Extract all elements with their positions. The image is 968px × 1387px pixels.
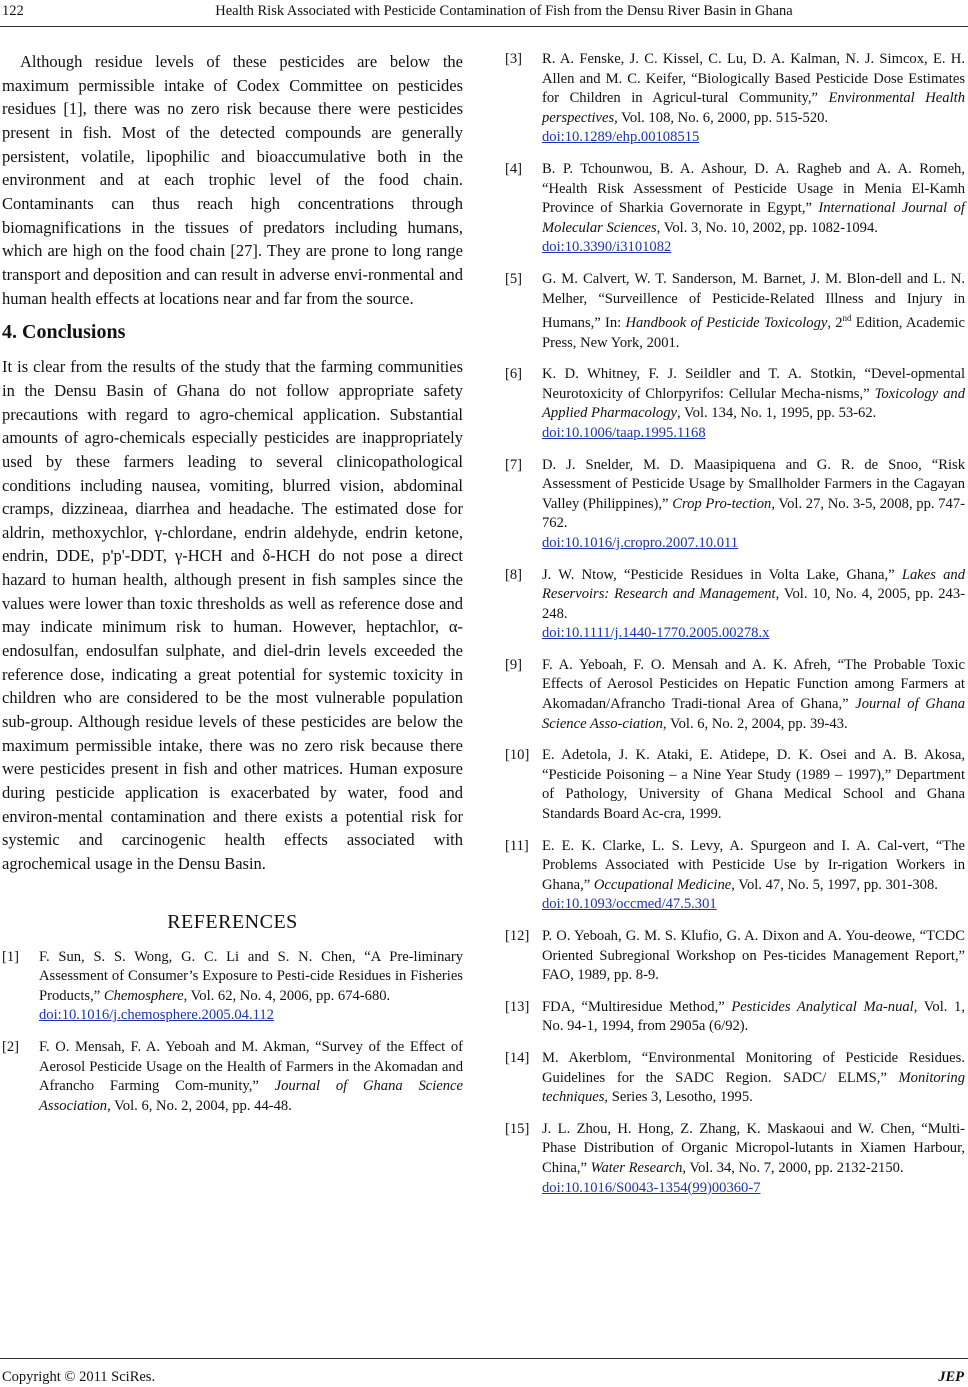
reference-text: [542, 746, 965, 824]
conclusions-text: It is clear from the results of the study that the farming communities in the Densu Basin of Ghana do not follow appropriate safety precautions with regard to agro-chemical application. Substantial amounts of agro-chemicals especially pesticides are inappropriately used by these farmers leading to several clinicopathological conditions including nausea, vomiting, blurred vision, abdominal cramps, dizzineaa, diarrhea and headache. The estimated dose for aldrin, methoxychlor, γ-chlordane, endrin aldehyde, endrin ketone, endrin, DDE, p'p'-DDT, γ-HCH and δ-HCH do not pose a direct hazard to human health, although present in fish samples since the values were lower than toxic thresholds as well as reference dose and may indicate minimum risk to human. However, heptachlor, α-endosulfan, endosulfan sulphate, and diel-drin levels exceeded the reference dose, indicating a great potential for systemic toxicity in children who are considered to be the most vulnerable population sub-group. Although residue levels of these pesticides are below the maximum permissible intake, there was no zero risk because there were pesticides present in fish and other matrices. Human exposure during pesticide application is exacerbated by water, food and environ-mental contamination and there exists a potential risk for systemic and carcinogenic health effects associated with agrochemical usage in the Densu Basin.: [2, 357, 463, 873]
reference-body: J. W. Ntow, “Pesticide Residues in Volta Lake, Ghana,”: [542, 566, 902, 583]
reference-item: [2, 948, 463, 1026]
references-heading: REFERENCES: [167, 910, 298, 933]
running-title: Health Risk Associated with Pesticide Contamination of Fish from the Densu River Basin in Ghana: [215, 3, 793, 19]
reference-text: [542, 656, 965, 734]
reference-number: [9]: [505, 656, 523, 673]
reference-body: G. M. Calvert, W. T. Sanderson, M. Barnet, J. M. Blon-dell and L. N. Melher, “Surveillence of Pesticide-Related Illness and Injury in Humans,” In:: [542, 270, 965, 331]
reference-item: [505, 456, 965, 554]
reference-number: [3]: [505, 51, 523, 67]
reference-body: F. A. Yeboah, F. O. Mensah and A. K. Afreh, “The Probable Toxic Effects of Aerosol Pesticides on Hepatic Function among Farmers at Akomadan/Afrancho Tradi-tional Area of Ghana,”: [542, 656, 965, 713]
reference-number: [5]: [505, 270, 523, 287]
doi-link[interactable]: doi:10.1289/ehp.00108515: [542, 129, 700, 146]
reference-body: P. O. Yeboah, G. M. S. Klufio, G. A. Dixon and A. You-deowe, “TCDC Oriented Subregional Workshop on Pes-ticides Management Report,” FAO, 1989, pp. 8-9.: [542, 928, 965, 984]
reference-number: [11]: [505, 837, 529, 854]
reference-details: , Vol. 134, No. 1, 1995, pp. 53-62.: [676, 405, 877, 422]
reference-number: [12]: [505, 928, 530, 945]
right-column: [505, 50, 965, 1210]
reference-text: [542, 1120, 965, 1198]
reference-number: [6]: [505, 366, 523, 383]
reference-details: , Vol. 1, No. 94-1, 1994, from 2905a (6/92).: [542, 998, 965, 1035]
intro-paragraph: Although residue levels of these pesticides are below the maximum permissible intake of Codex Committee on pesticides residues [1], there was no zero risk because there were pesticides present in fish. Most of the detected compounds are generally persistent, volatile, lipophilic and bioaccumulative both in the environment and at each trophic level of the food chain. Contaminants can thus reach high concentrations through biomagnifications in the tissues of predators including humans, which are high on the food chain [27]. They are prone to long range transport and deposition and can result in adverse envi-ronmental and human health effects at locations near and far from the source.: [2, 52, 463, 308]
reference-item: [505, 837, 965, 915]
reference-superscript: nd: [842, 313, 852, 324]
reference-journal: Pesticides Analytical Ma-nual: [731, 998, 914, 1015]
reference-item: [505, 566, 965, 644]
reference-body: K. D. Whitney, F. J. Seildler and T. A. Stotkin, “Devel-opmental Neurotoxicity of Chlorpyrifos: Cellular Mecha-nisms,”: [542, 366, 965, 402]
reference-list-left: [2, 948, 463, 1117]
reference-list-right: [505, 50, 965, 1198]
reference-number: [4]: [505, 160, 523, 177]
journal-abbrev: JEP: [938, 1369, 964, 1385]
reference-journal: Environmental Health perspectives: [542, 90, 965, 126]
reference-journal: Monitoring techniques: [542, 1069, 965, 1106]
reference-details-cont: Edition, Academic Press, New York, 2001.: [542, 314, 965, 351]
reference-details: , Vol. 27, No. 3-5, 2008, pp. 747-762.: [542, 495, 965, 532]
reference-item: [505, 1049, 965, 1108]
reference-body: FDA, “Multiresidue Method,”: [542, 998, 732, 1015]
reference-journal: Chemosphere: [103, 987, 184, 1004]
reference-item: [505, 160, 965, 258]
conclusions-heading: 4. Conclusions: [2, 321, 126, 344]
reference-body: D. J. Snelder, M. D. Maasipiquena and G. R. de Snoo, “Risk Assessment of Pesticide Usage by Smallholder Farmers in the Cagayan Valley (Philippines),”: [542, 456, 965, 512]
reference-body: F. Sun, S. S. Wong, G. C. Li and S. N. Chen, “A Pre-liminary Assessment of Consumer’s Exposure to Pesti-cide Residues in Fisheries Products,”: [39, 948, 463, 1004]
reference-number: [13]: [505, 998, 530, 1015]
reference-journal: Journal of Ghana Science Asso-ciation: [542, 696, 965, 732]
reference-number: [14]: [505, 1049, 530, 1066]
doi-link[interactable]: doi:10.1016/j.chemosphere.2005.04.112: [39, 1007, 274, 1024]
reference-body: E. Adetola, J. K. Ataki, E. Atidepe, D. K. Osei and A. B. Akosa, “Pesticide Poisoning – a Nine Year Study (1989 – 1997),” Department of Pathology, University of Ghana Medical School and Ghana Standards Board Ac-cra, 1999.: [542, 747, 965, 823]
reference-journal: International Journal of Molecular Sciences: [542, 200, 965, 236]
page-header: [0, 0, 968, 27]
reference-text: [542, 365, 965, 443]
reference-text: [542, 927, 965, 986]
reference-body: B. P. Tchounwou, B. A. Ashour, D. A. Ragheb and A. A. Romeh, “Health Risk Assessment of Pesticide Usage in Menia El-Kamh Province of Sharkia Governorate in Egypt,”: [542, 160, 965, 217]
reference-details: , Vol. 10, No. 4, 2005, pp. 243-248.: [542, 586, 965, 622]
page-footer: [0, 1358, 968, 1387]
reference-journal: Lakes and Reservoirs: Research and Management: [542, 566, 965, 603]
reference-text: [542, 456, 965, 554]
reference-item: [2, 1038, 463, 1116]
reference-details: , Vol. 108, No. 6, 2000, pp. 515-520.: [614, 109, 829, 126]
reference-text: [542, 270, 965, 353]
reference-body: J. L. Zhou, H. Hong, Z. Zhang, K. Maskaoui and W. Chen, “Multi-Phase Distribution of Organic Micropol-lutants in Xiamen Harbour, China,”: [542, 1120, 965, 1176]
reference-journal: Occupational Medicine: [593, 876, 732, 893]
reference-text: [542, 160, 965, 258]
reference-item: [505, 365, 965, 443]
reference-text: [542, 50, 965, 148]
reference-journal: Journal of Ghana Science Association: [39, 1078, 464, 1114]
reference-text: [39, 948, 463, 1026]
reference-body: F. O. Mensah, F. A. Yeboah and M. Akman, “Survey of the Effect of Aerosol Pesticide Usage on the Health of Farmers in the Akomadan and Afrancho Farming Com-munity,”: [39, 1039, 463, 1095]
doi-link[interactable]: doi:10.1093/occmed/47.5.301: [542, 896, 717, 913]
doi-link[interactable]: doi:10.1016/j.cropro.2007.10.011: [542, 534, 739, 551]
reference-journal: Crop Pro-tection: [672, 495, 772, 512]
reference-item: [505, 927, 965, 986]
copyright: Copyright © 2011 SciRes.: [2, 1369, 156, 1385]
reference-item: [505, 270, 965, 353]
doi-link[interactable]: doi:10.1006/taap.1995.1168: [542, 424, 706, 441]
reference-text: [542, 998, 965, 1037]
reference-details: , Vol. 34, No. 7, 2000, pp. 2132-2150.: [682, 1159, 904, 1176]
reference-journal: Water Research: [590, 1159, 683, 1176]
reference-journal: Toxicology and Applied Pharmacology: [542, 385, 966, 422]
reference-body: R. A. Fenske, J. C. Kissel, C. Lu, D. A. Kalman, N. J. Simcox, E. H. Allen and M. C. Keifer, “Biologically Based Pesticide Dose Estimates for Children in Agricul-tural Community,”: [542, 51, 965, 107]
reference-item: [505, 1120, 965, 1198]
reference-item: [505, 50, 965, 148]
reference-details: , 2: [827, 314, 843, 331]
reference-number: [10]: [505, 747, 530, 764]
reference-text: [542, 837, 965, 915]
reference-details: , Vol. 6, No. 2, 2004, pp. 44-48.: [107, 1097, 292, 1114]
reference-details: , Vol. 62, No. 4, 2006, pp. 674-680.: [183, 987, 391, 1004]
doi-link[interactable]: doi:10.1016/S0043-1354(99)00360-7: [542, 1179, 761, 1196]
reference-body: M. Akerblom, “Environmental Monitoring of Pesticide Residues. Guidelines for the SADC Region. SADC/ ELMS,”: [542, 1049, 965, 1086]
reference-number: [15]: [505, 1120, 530, 1137]
reference-number: [2]: [2, 1039, 20, 1056]
reference-details: , Vol. 47, No. 5, 1997, pp. 301-308.: [731, 876, 938, 893]
reference-item: [505, 656, 965, 734]
reference-number: [1]: [2, 948, 20, 965]
reference-details: , Series 3, Lesotho, 1995.: [604, 1089, 753, 1106]
doi-link[interactable]: doi:10.1111/j.1440-1770.2005.00278.x: [542, 625, 770, 642]
reference-details: , Vol. 3, No. 10, 2002, pp. 1082-1094.: [656, 219, 878, 236]
left-column: [2, 50, 463, 1128]
reference-body: E. E. K. Clarke, L. S. Levy, A. Spurgeon and I. A. Cal-vert, “The Problems Associated with Pesticide Use by Ir-rigation Workers in Ghana,”: [542, 837, 965, 893]
reference-text: [39, 1038, 463, 1116]
page-number: 122: [2, 3, 24, 19]
reference-journal: Handbook of Pesticide Toxicology: [625, 314, 828, 331]
doi-link[interactable]: doi:10.3390/i3101082: [542, 239, 672, 256]
reference-item: [505, 998, 965, 1037]
reference-details: , Vol. 6, No. 2, 2004, pp. 39-43.: [662, 715, 848, 732]
reference-text: [542, 566, 965, 644]
reference-number: [7]: [505, 456, 523, 473]
reference-text: [542, 1049, 965, 1108]
reference-item: [505, 746, 965, 824]
reference-number: [8]: [505, 566, 523, 583]
